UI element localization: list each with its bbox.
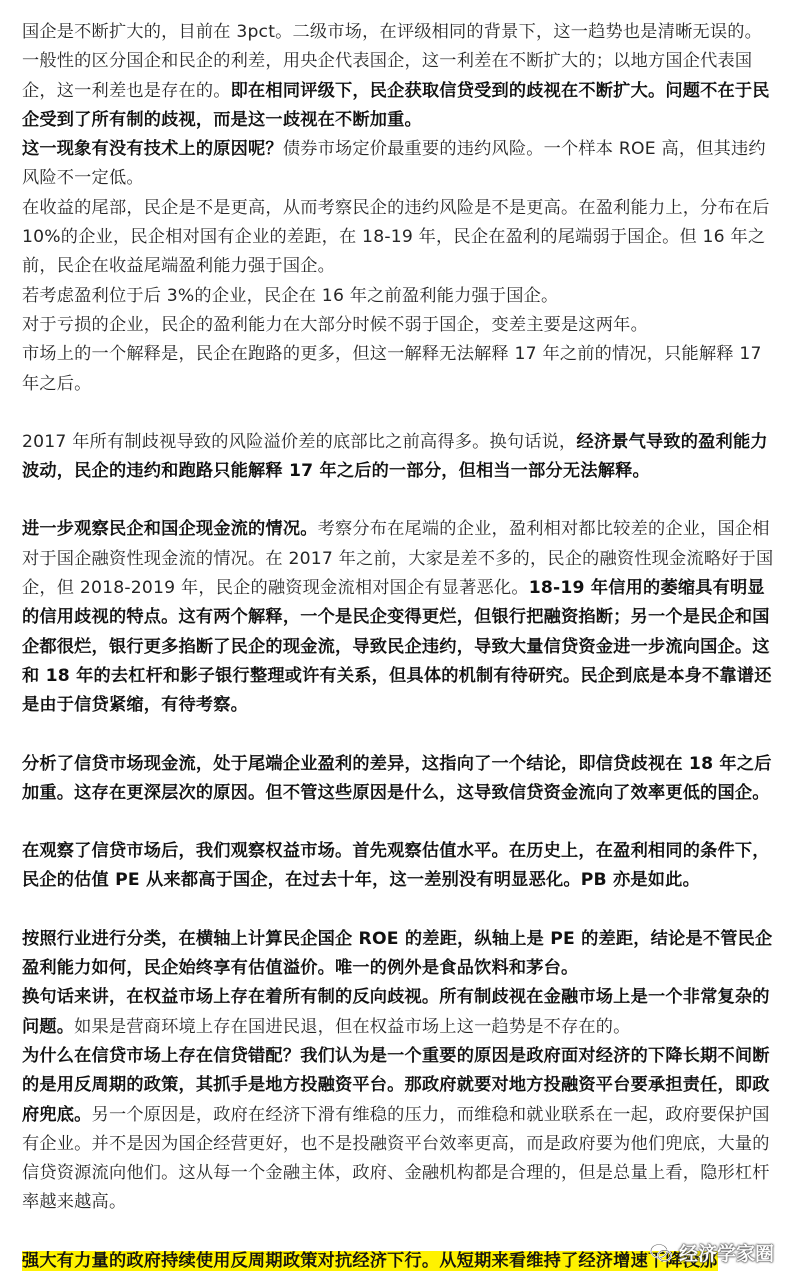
body-text: 若考虑盈利位于后 3%的企业，民企在 16 年之前盈利能力强于国企。 — [22, 285, 559, 306]
bold-text: 为什么在信贷市场上存在信贷错配？我们认为是一个重要的原因是政府面对经济的下降长期不间断的是用反周期的政策，其抓手是地方投融资平台。那政府就要对地方投融资平台要承担责任，即政府兜底。 — [22, 1045, 770, 1125]
bold-text: 进一步观察民企和国企现金流的情况。 — [22, 519, 318, 540]
bold-text: 这一现象有没有技术上的原因呢？ — [22, 139, 283, 160]
bold-text: 换句话来讲，在权益市场上存在着所有制的反向歧视。所有制歧视在金融市场上是一个非常复杂的问题。 — [22, 987, 770, 1037]
paragraph — [22, 282, 774, 311]
paragraph — [22, 311, 774, 340]
body-text: 如果是营商环境上存在国进民退，但在权益市场上这一趋势是不存在的。 — [74, 1016, 631, 1037]
body-text: 债券市场定价最重要的违约风险。一个样本 ROE 高，但其违约风险不一定低。 — [22, 139, 766, 189]
body-text: 另一个原因是，政府在经济下滑有维稳的压力，而维稳和就业联系在一起，政府要保护国有企业。并不是因为国企经营更好，也不是投融资平台效率更高，而是政府要为他们兜底，大量的信贷资源流向他们。这从每一个金融主体，政府、金融机构都是合理的，但是总量上看，隐形杠杆率越来越高。 — [22, 1104, 770, 1213]
body-text: 在收益的尾部，民企是不是更高，从而考察民企的违约风险是不是更高。在盈利能力上，分布在后 10%的企业，民企相对国有企业的差距，在 18-19 年，民企在盈利的尾端弱于国企。但 16 年之前，民企在收益尾端盈利能力强于国企。 — [22, 197, 770, 277]
paragraph — [22, 925, 774, 984]
bold-text: 经济景气导致的盈利能力波动，民企的违约和跑路只能解释 17 年之后的一部分，但相当一部分无法解释。 — [22, 431, 768, 482]
watermark-label: 经济学家圈 — [678, 1243, 774, 1265]
bold-text: 在观察了信贷市场后，我们观察权益市场。首先观察估值水平。在历史上，在盈利相同的条件下，民企的估值 PE 从来都高于国企，在过去十年，这一差别没有明显恶化。PB 亦是如此。 — [22, 841, 770, 891]
bold-text: 分析了信贷市场现金流，处于尾端企业盈利的差异，这指向了一个结论，即信贷歧视在 18 年之后加重。这存在更深层次的原因。但不管这些原因是什么，这导致信贷资金流向了效率更低的国企。 — [22, 753, 772, 803]
body-text: 市场上的一个解释是，民企在跑路的更多，但这一解释无法解释 17 年之前的情况，只能解释 17 年之后。 — [22, 344, 762, 394]
body-text: 2017 年所有制歧视导致的风险溢价差的底部比之前高得多。换句话说， — [22, 431, 577, 452]
paragraph-gap — [22, 896, 774, 925]
paragraph — [22, 750, 774, 809]
watermark — [649, 1239, 774, 1266]
paragraph-gap — [22, 399, 774, 428]
paragraph-gap — [22, 808, 774, 837]
paragraph — [22, 340, 774, 399]
body-text: 对于亏损的企业，民企的盈利能力在大部分时候不弱于国企，变差主要是这两年。 — [22, 314, 648, 335]
bold-text: 18-19 年信用的萎缩具有明显的信用歧视的特点。这有两个解释，一个是民企变得更烂，但银行把融资掐断；另一个是民企和国企都很烂，银行更多掐断了民企的现金流，导致民企违约，导致大量信贷资金进一步流向国企。这和 18 年的去杠杆和影子银行整理或许有关系，但具体的机制有待研究。民企到底是本身不靠谱还是由于信贷紧缩，有待考察。 — [22, 578, 772, 716]
body-text: 国企是不断扩大的，目前在 3pct。二级市场，在评级相同的背景下，这一趋势也是清晰无误的。一般性的区分国企和民企的利差，用央企代表国企，这一利差在不断扩大的；以地方国企代表国企，这一利差也是存在的。 — [22, 22, 763, 101]
bold-text: 按照行业进行分类，在横轴上计算民企国企 ROE 的差距，纵轴上是 PE 的差距，结论是不管民企盈利能力如何，民企始终享有估值溢价。唯一的例外是食品饮料和茅台。 — [22, 928, 773, 979]
paragraph-gap — [22, 721, 774, 750]
paragraph — [22, 135, 774, 194]
highlighted-text: 强大有力量的政府持续使用反周期政策对抗经济下行。从短期来看维持了经济增速下降没那 — [22, 1250, 718, 1271]
paragraph — [22, 18, 774, 135]
paragraph — [22, 837, 774, 896]
body-text: 考察分布在尾端的企业，盈利相对都比较差的企业，国企相对于国企融资性现金流的情况。在 2017 年之前，大家是差不多的，民企的融资性现金流略好于国企，但 2018-2019 年，民企的融资现金流相对国企有显著恶化。 — [22, 519, 774, 599]
paragraph — [22, 983, 774, 1042]
paragraph — [22, 515, 774, 720]
paragraph — [22, 1042, 774, 1218]
bold-text: 即在相同评级下，民企获取信贷受到的歧视在不断扩大。问题不在于民企受到了所有制的歧视，而是这一歧视在不断加重。 — [22, 80, 770, 130]
paragraph — [22, 194, 774, 282]
paragraph-gap — [22, 486, 774, 515]
paragraph — [22, 428, 774, 487]
wechat-icon — [649, 1241, 673, 1265]
article-body — [22, 18, 774, 1276]
